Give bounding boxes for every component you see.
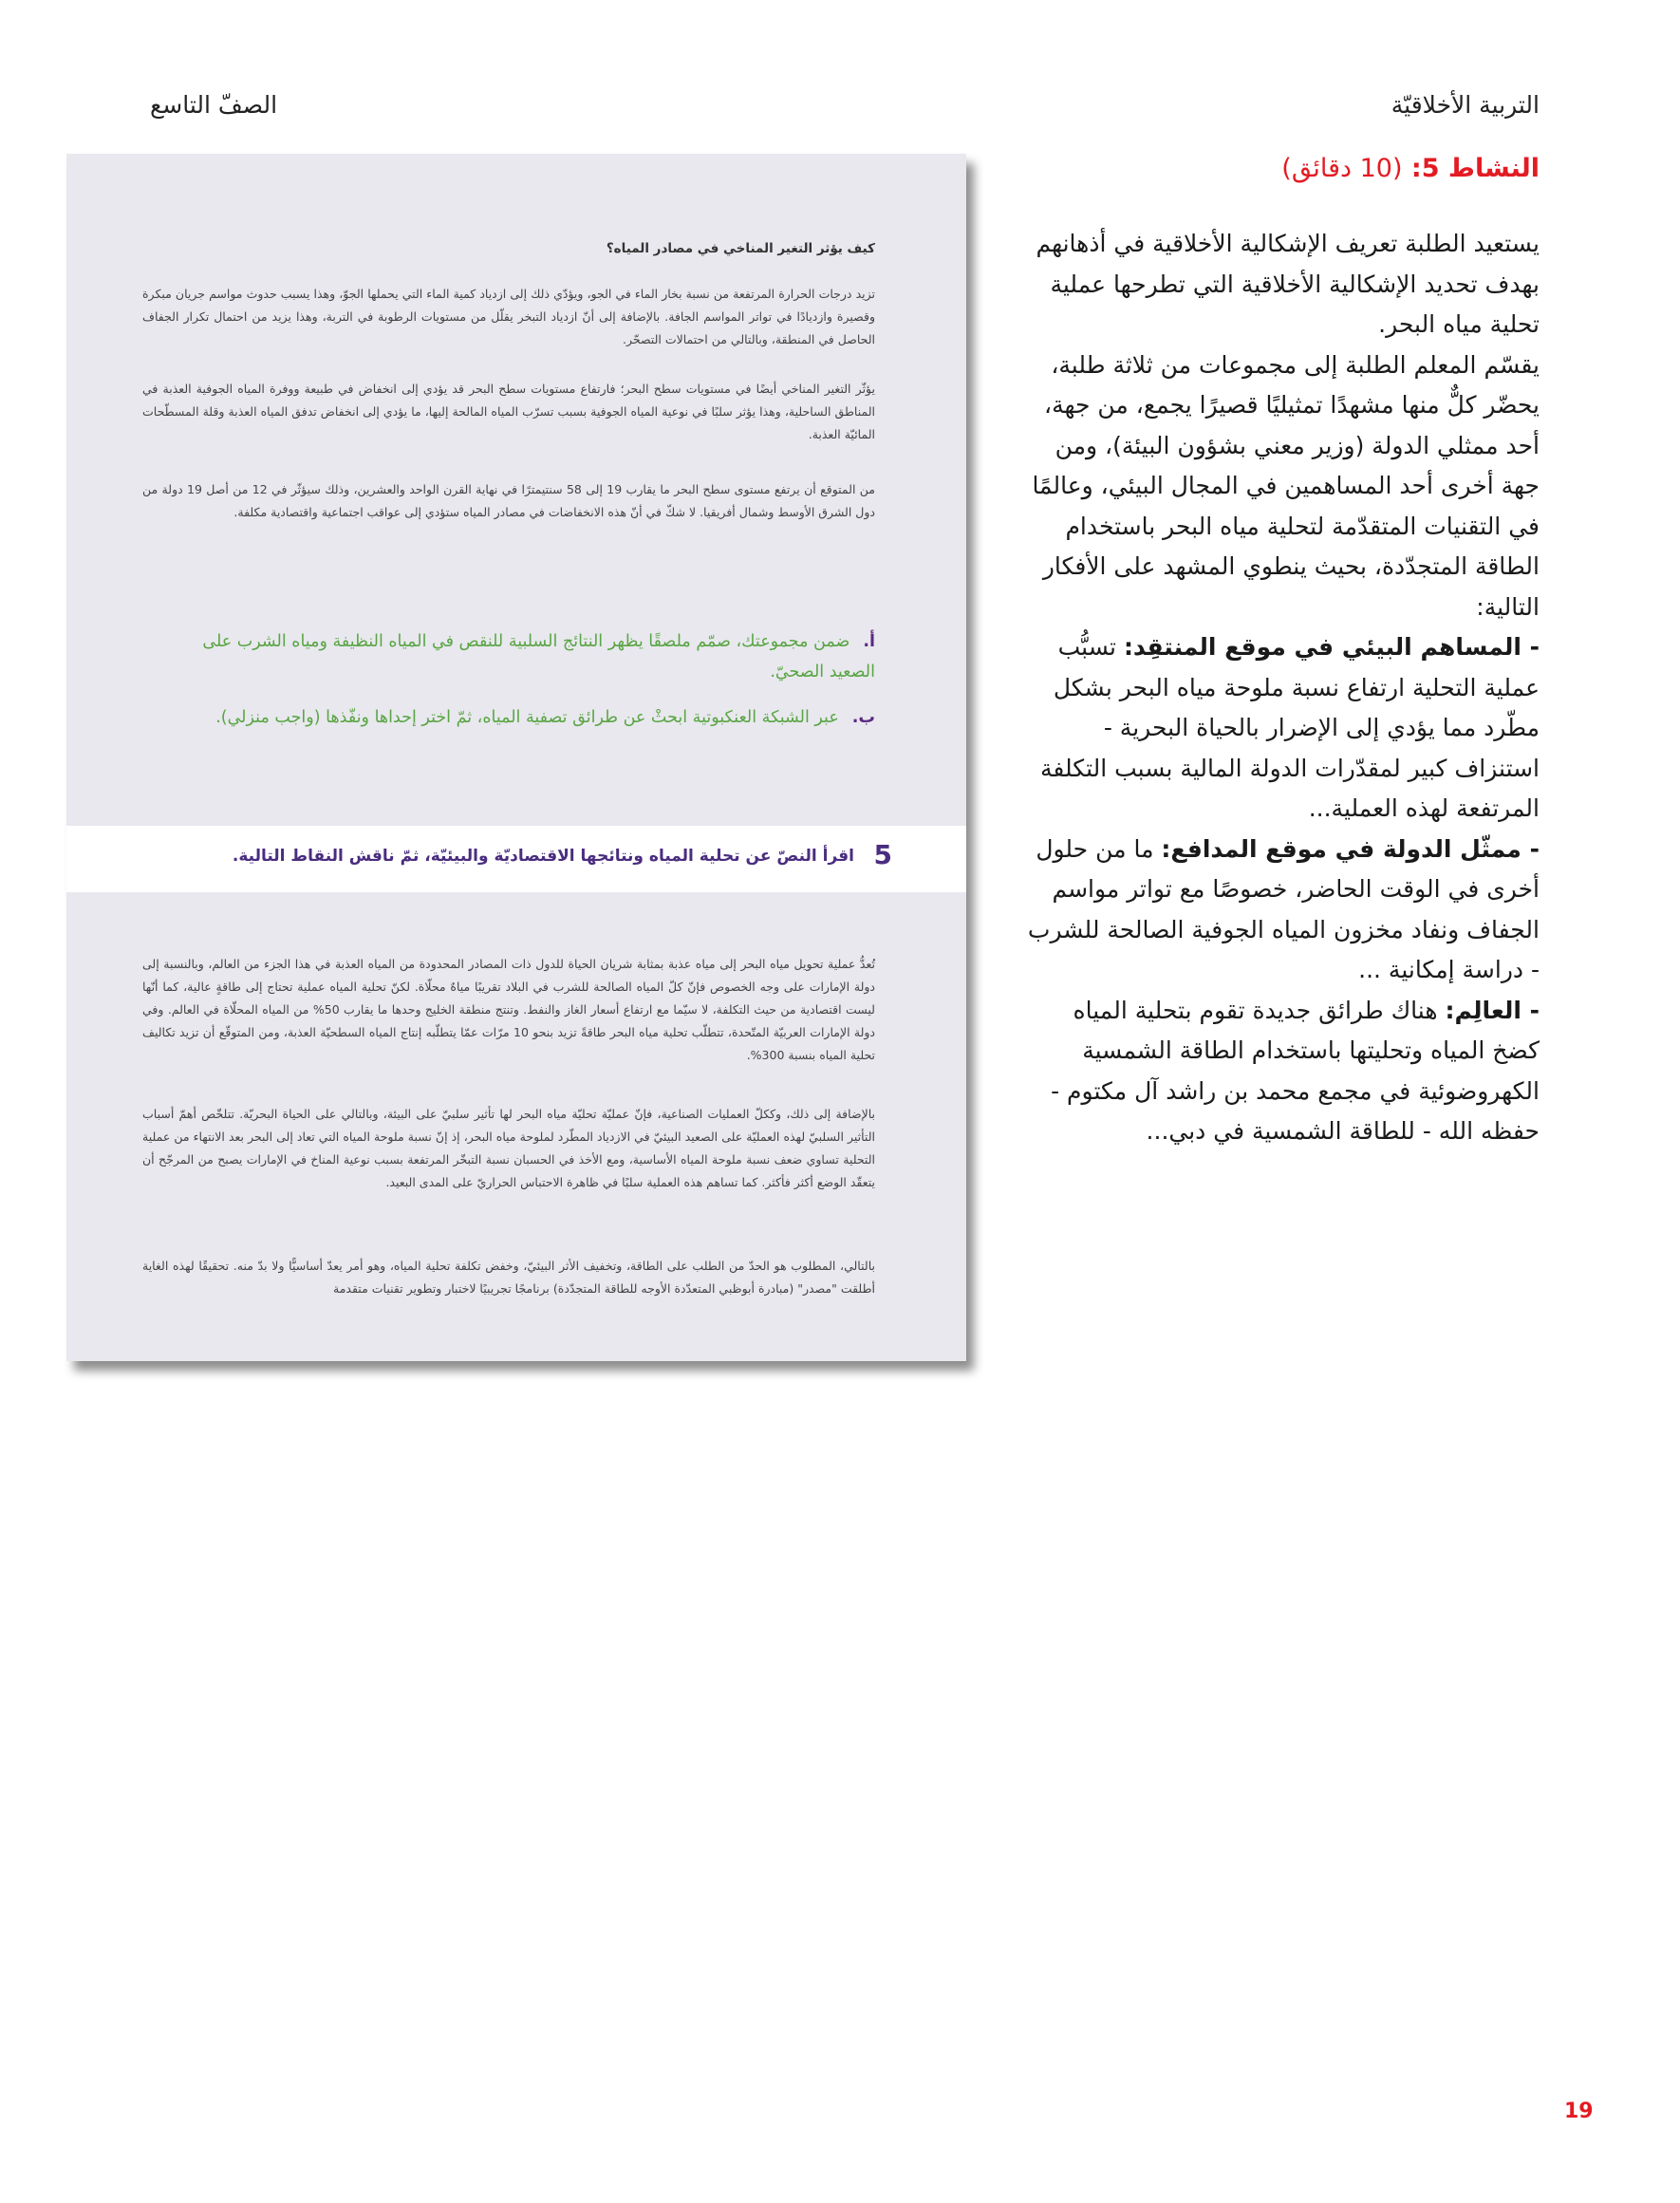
activity-title <box>1281 154 1540 183</box>
task-a <box>180 626 875 687</box>
grade-title: الصفّ التاسع <box>150 91 278 119</box>
desalination-paragraph-2: بالإضافة إلى ذلك، وككلّ العمليات الصناعية، فإنّ عمليّة تحليّة مياه البحر لها تأثير سلبيّ على البيئة، وبالتالي على الحياة البحريّة. تتلخّص أهمّ أسباب التأثير السلبيّ لهذه العمليّة على الصعيد البيئيّ في الازدياد المطّرد لملوحة مياه البحر، إذ إنّ نسبة ملوحة المياه التي تعاد إلى البحر بعد الانتهاء من عملية التحلية تساوي ضعف نسبة ملوحة المياه الأساسية، ومع الأخذ في الحسبان نسبة التبخّر المرتفعة بسبب نوعية المناخ في الإمارات يصبح من المرجّح أن يتعقّد الوضع أكثر فأكثر. كما تساهم هذه العملية سلبًا في ظاهرة الاحتباس الحراريّ على المدى البعيد. <box>142 1107 875 1189</box>
teacher-paragraph-1: يستعيد الطلبة تعريف الإشكالية الأخلاقية في أذهانهم بهدف تحديد الإشكالية الأخلاقية التي تطرحها عملية تحلية مياه البحر. <box>1036 230 1540 338</box>
activity-duration: (10 دقائق) <box>1281 154 1403 183</box>
subject-title: التربية الأخلاقيّة <box>1391 91 1540 119</box>
idea-state-representative <box>1027 830 1540 991</box>
idea-environmentalist-text: تسبُّب عملية التحلية ارتفاع نسبة ملوحة مياه البحر بشكل مطّرد مما يؤدي إلى الإضرار بالحياة البحرية - استنزاف كبير لمقدّرات الدولة المالية بسبب التكلفة المرتفعة لهذه العملية... <box>1039 633 1540 822</box>
page-number: 19 <box>1564 2100 1594 2123</box>
step-instruction: اقرأ النصّ عن تحلية المياه ونتائجها الاقتصاديّة والبيئيّة، ثمّ ناقش النقاط التالية. <box>232 847 854 866</box>
climate-paragraph-3: من المتوقع أن يرتفع مستوى سطح البحر ما يقارب 19 إلى 58 سنتيمترًا في نهاية القرن الواحد والعشرين، وذلك سيؤثّر في 12 من أصل 19 دولة من دول الشرق الأوسط وشمال أفريقيا. لا شكّ في أنّ هذه الانخفاضات في مصادر المياه ستؤدي إلى عواقب اجتماعية واقتصادية مكلفة. <box>142 482 876 519</box>
desalination-paragraph-1: تُعدُّ عملية تحويل مياه البحر إلى مياه عذبة بمثابة شريان الحياة للدول ذات المصادر المحدودة من المياه العذبة في هذا الجزء من العالم، وبالنسبة إلى دولة الإمارات على وجه الخصوص فإنّ كلّ المياه الصالحة للشرب في البلاد تقريبًا مياهٌ محلّاة. لكنّ تحلية المياه عملية تحتاج إلى طاقةٍ عالية، كما أنّها ليست اقتصادية من حيث التكلفة، لا سيّما مع ارتفاع أسعار الغاز والنفط. وتنتج منطقة الخليج وحدها ما يقارب 50% من المياه المحلّاة في العالم. وفي دولة الإمارات العربيّة المتّحدة، تتطلّب تحلية مياه البحر طاقةً تزيد بنحو 10 مرّات عمّا يتطلّبه إنتاج المياه السطحيّة العذبة، ومن المتوقّع أن تزيد تكاليف تحلية المياه بنسبة 300%. <box>142 957 875 1062</box>
idea-scientist-text: هناك طرائق جديدة تقوم بتحلية المياه كضخ المياه وتحليتها باستخدام الطاقة الشمسية الكهروضوئية في مجمع محمد بن راشد آل مكتوم - حفظه الله - للطاقة الشمسية في دبي... <box>1051 996 1540 1145</box>
climate-paragraph-2: يؤثّر التغير المناخي أيضًا في مستويات سطح البحر؛ فارتفاع مستويات سطح البحر قد يؤدي إلى انخفاض في طبيعة ووفرة المياه الجوفية العذبة في المناطق الساحلية، وهذا يؤثر سلبًا في نوعية المياه الجوفية بسبب تسرّب المياه المالحة إليها، ما يؤدي إلى انخفاض تدفق المياه العذبة وقلة المسطّحات المائيّة العذبة. <box>142 382 875 441</box>
desalination-paragraph-3: بالتالي، المطلوب هو الحدّ من الطلب على الطاقة، وتخفيف الأثر البيئيّ، وخفض تكلفة تحلية المياه، وهو أمر يعدّ أساسيًّا ولا بدّ منه. تحقيقًا لهذه الغاية أطلقت "مصدر" (مبادرة أبوظبي المتعدّدة الأوجه للطاقة المتجدّدة) برنامجًا تجريبيًا لاختبار وتطوير تقنيات متقدمة <box>142 1259 875 1296</box>
teacher-paragraph-2: يقسّم المعلم الطلبة إلى مجموعات من ثلاثة طلبة، يحضّر كلٌّ منها مشهدًا تمثيليًا قصيرًا يجمع، من جهة، أحد ممثلي الدولة (وزير معني بشؤون البيئة)، ومن جهة أخرى أحد المساهمين في المجال البيئي، وعالمًا في التقنيات المتقدّمة لتحلية مياه البحر باستخدام الطاقة المتجدّدة، بحيث ينطوي المشهد على الأفكار التالية: <box>1032 350 1540 621</box>
student-book-panel <box>66 154 966 1361</box>
teacher-instructions <box>1027 224 1540 1152</box>
idea-environmentalist-label: - المساهم البيئي في موقع المنتقِد: <box>1123 633 1540 661</box>
step-5-banner <box>66 826 966 892</box>
idea-state-representative-text: ما من حلول أخرى في الوقت الحاضر، خصوصًا مع تواتر مواسم الجفاف ونفاد مخزون المياه الجوفية الصالحة للشرب - دراسة إمكانية ... <box>1027 834 1540 983</box>
task-a-letter: أ. <box>863 632 875 651</box>
step-number: 5 <box>873 839 892 870</box>
idea-scientist-label: - العالِم: <box>1445 996 1540 1024</box>
panel-question: كيف يؤثر التغير المناخي في مصادر المياه؟ <box>606 241 875 256</box>
task-b-letter: ب. <box>851 708 875 727</box>
climate-paragraph-1: تزيد درجات الحرارة المرتفعة من نسبة بخار الماء في الجو، ويؤدّي ذلك إلى ازدياد كمية الماء التي يحملها الجوّ، وهذا يسبب حدوث مواسم جريان مبكرة وقصيرة وازديادًا في تواتر المواسم الجافة. بالإضافة إلى أنّ ازدياد التبخر يقلّل من مستويات الرطوبة في التربة، وهذا يزيد من احتمال تكرار الجفاف الحاصل في المنطقة، وبالتالي من احتمالات التصحّر. <box>142 287 875 346</box>
activity-label: النشاط 5: <box>1410 154 1540 183</box>
idea-state-representative-label: - ممثّل الدولة في موقع المدافع: <box>1161 834 1540 863</box>
idea-environmentalist <box>1027 627 1540 830</box>
task-b <box>142 702 875 733</box>
idea-scientist <box>1027 991 1540 1152</box>
task-a-text: ضمن مجموعتك، صمّم ملصقًا يظهر النتائج السلبية للنقص في المياه النظيفة ومياه الشرب على الصعيد الصحيّ. <box>202 632 875 681</box>
task-b-text: عبر الشبكة العنكبوتية ابحثْ عن طرائق تصفية المياه، ثمّ اختر إحداها ونفّذها (واجب منزلي). <box>215 708 839 727</box>
